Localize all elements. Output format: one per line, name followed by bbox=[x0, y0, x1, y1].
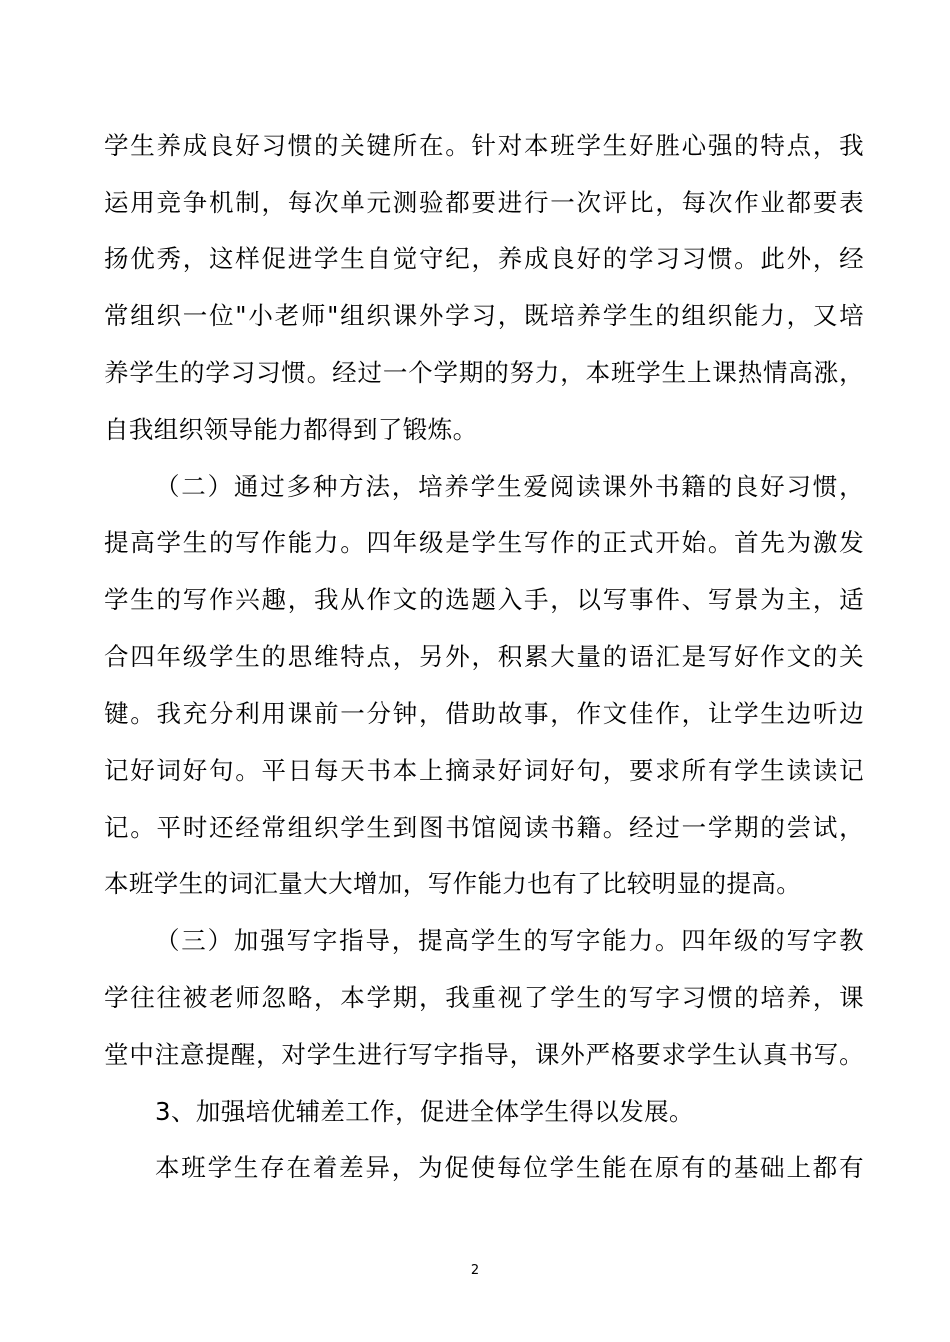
text-line: 学生养成良好习惯的关键所在。针对本班学生好胜心强的特点，我 bbox=[104, 131, 864, 160]
text-line: 扬优秀，这样促进学生自觉守纪，养成良好的学习习惯。此外，经 bbox=[104, 244, 864, 273]
paragraph-heading: （三）加强写字指导，提高学生的写字能力。四年级的写字教 bbox=[155, 926, 864, 955]
text-line: 本班学生存在着差异，为促使每位学生能在原有的基础上都有 bbox=[155, 1153, 864, 1182]
text-line: 学生的写作兴趣，我从作文的选题入手，以写事件、写景为主，适 bbox=[104, 585, 864, 614]
section-heading: 3、加强培优辅差工作，促进全体学生得以发展。 bbox=[155, 1097, 694, 1126]
text-line: 学往往被老师忽略，本学期，我重视了学生的写字习惯的培养，课 bbox=[104, 983, 864, 1012]
text-line: 合四年级学生的思维特点，另外，积累大量的语汇是写好作文的关 bbox=[104, 642, 864, 671]
text-line: 提高学生的写作能力。四年级是学生写作的正式开始。首先为激发 bbox=[104, 528, 864, 557]
text-line: 记。平时还经常组织学生到图书馆阅读书籍。经过一学期的尝试， bbox=[104, 813, 864, 842]
page-number: 2 bbox=[470, 1263, 480, 1278]
text-line: 自我组织领导能力都得到了锻炼。 bbox=[104, 415, 478, 444]
paragraph-heading: （二）通过多种方法，培养学生爱阅读课外书籍的良好习惯， bbox=[155, 472, 864, 501]
text-line: 记好词好句。平日每天书本上摘录好词好句，要求所有学生读读记 bbox=[104, 756, 864, 785]
text-line: 运用竞争机制，每次单元测验都要进行一次评比，每次作业都要表 bbox=[104, 188, 864, 217]
text-line: 堂中注意提醒，对学生进行写字指导，课外严格要求学生认真书写。 bbox=[104, 1040, 864, 1069]
text-line: 常组织一位"小老师"组织课外学习，既培养学生的组织能力，又培 bbox=[104, 301, 864, 330]
text-line: 养学生的学习习惯。经过一个学期的努力，本班学生上课热情高涨， bbox=[104, 358, 864, 387]
text-line: 本班学生的词汇量大大增加，写作能力也有了比较明显的提高。 bbox=[104, 869, 802, 898]
text-line: 键。我充分利用课前一分钟，借助故事，作文佳作，让学生边听边 bbox=[104, 699, 864, 728]
